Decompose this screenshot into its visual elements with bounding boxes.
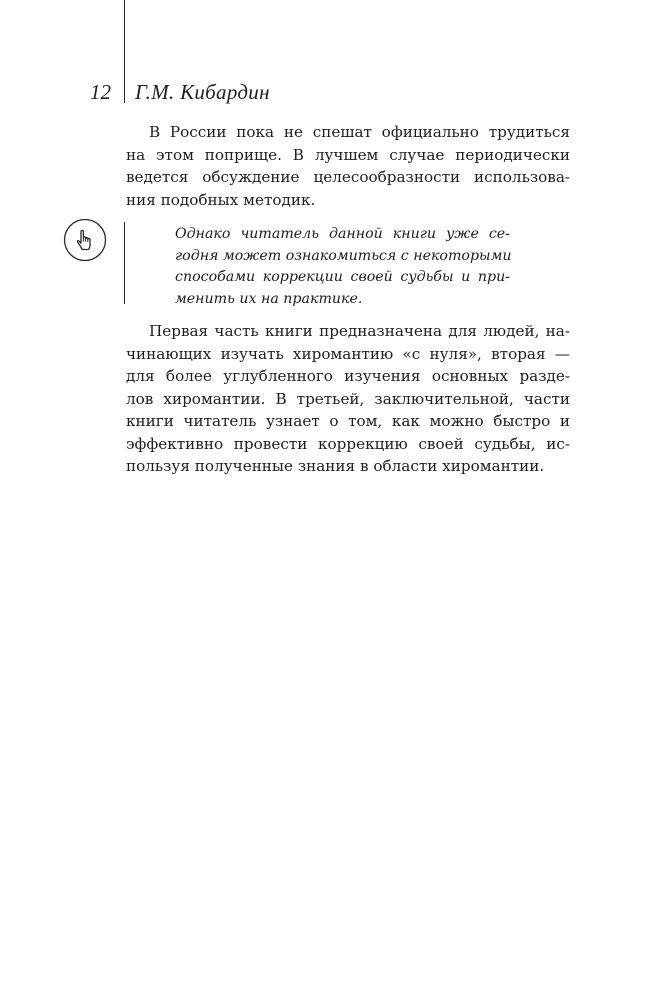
- text-line: В России пока не спешат официально трудиться: [149, 123, 570, 141]
- text-line: лов хиромантии. В третьей, заключительной, части: [126, 389, 570, 408]
- text-line: ния подобных методик.: [126, 190, 316, 209]
- running-head-author: Г.М. Кибардин: [135, 80, 270, 104]
- text-line: эффективно провести коррекцию своей судьбы, ис-: [126, 434, 570, 453]
- note-line: менить их на практике.: [175, 290, 363, 307]
- note-line: способами коррекции своей судьбы и при-: [175, 269, 510, 285]
- note-block: [175, 224, 510, 310]
- text-line: книги читатель узнает о том, как можно быстро и: [126, 412, 570, 430]
- text-line: для более углубленного изучения основных разде-: [126, 367, 570, 385]
- text-line: на этом поприще. В лучшем случае периодически: [126, 145, 570, 164]
- note-line: Однако читатель данной книги уже се-: [175, 226, 510, 242]
- body-paragraph-2: [126, 320, 570, 478]
- text-line: чинающих изучать хиромантию «с нуля», вторая —: [126, 344, 570, 363]
- header-vertical-rule: [124, 0, 125, 103]
- text-line: ведется обсуждение целесообразности использова-: [126, 168, 570, 186]
- note-vertical-rule: [124, 222, 125, 304]
- text-line: пользуя полученные знания в области хиромантии.: [126, 457, 545, 475]
- note-line: годня может ознакомиться с некоторыми: [175, 247, 512, 264]
- page-number: 12: [90, 80, 111, 104]
- text-line: Первая часть книги предназначена для людей, на-: [149, 322, 570, 340]
- body-paragraph-1: [126, 121, 570, 211]
- pointing-hand-icon: [63, 218, 107, 262]
